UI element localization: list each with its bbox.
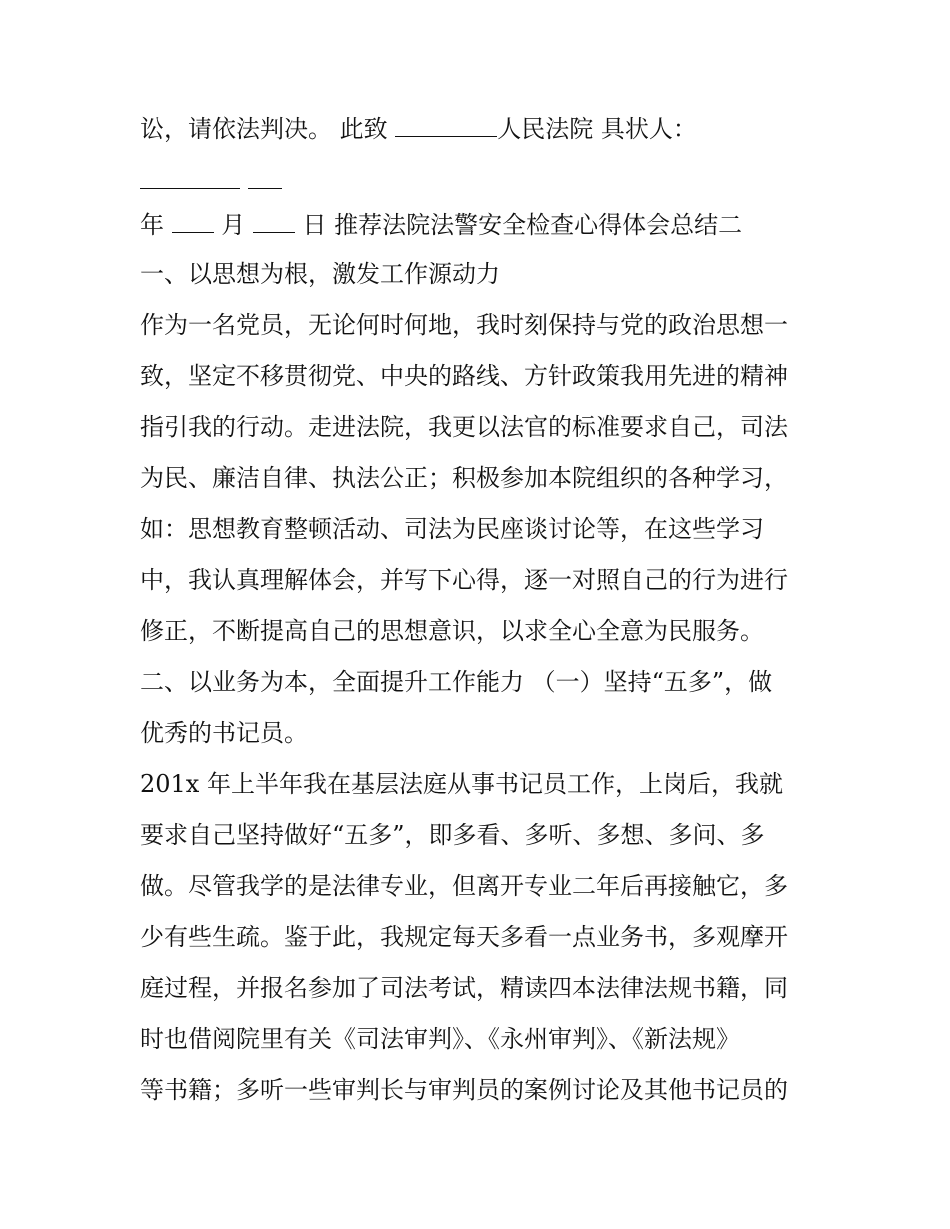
paragraph-two-line: 少有些生疏。鉴于此，我规定每天多看一点业务书，多观摩开 bbox=[140, 923, 788, 951]
closing-line bbox=[140, 114, 697, 144]
day-blank bbox=[253, 212, 295, 233]
paragraph-one-line: 如：思想教育整顿活动、司法为民座谈讨论等，在这些学习 bbox=[140, 515, 764, 543]
document-title: 日 推荐法院法警安全检查心得体会总结二 bbox=[294, 211, 743, 239]
heading-two-line: 二、以业务为本，全面提升工作能力 （一）坚持“五多”，做 bbox=[140, 668, 773, 696]
year-month-blank bbox=[172, 212, 214, 233]
paragraph-two-line: 要求自己坚持做好“五多”，即多看、多听、多想、多问、多 bbox=[140, 821, 765, 849]
heading-two-line: 优秀的书记员。 bbox=[140, 719, 308, 747]
paragraph-one-line: 作为一名党员，无论何时何地，我时刻保持与党的政治思想一 bbox=[140, 311, 788, 339]
paragraph-two-line: 时也借阅院里有关《司法审判》、《永州审判》、《新法规》 bbox=[140, 1025, 740, 1053]
year-label: 年 bbox=[140, 211, 172, 239]
paragraph-one-line: 指引我的行动。走进法院，我更以法官的标准要求自己，司法 bbox=[140, 413, 788, 441]
paragraph-one-line: 中，我认真理解体会，并写下心得，逐一对照自己的行为进行 bbox=[140, 566, 788, 594]
paragraph-two-line: 庭过程，并报名参加了司法考试，精读四本法律法规书籍，同 bbox=[140, 974, 788, 1002]
signature-blank-short bbox=[248, 168, 282, 189]
paragraph-two-line: 201x 年上半年我在基层法庭从事书记员工作，上岗后，我就 bbox=[140, 770, 783, 798]
paragraph-two-line: 等书籍；多听一些审判长与审判员的案例讨论及其他书记员的 bbox=[140, 1076, 788, 1104]
heading-one: 一、以思想为根，激发工作源动力 bbox=[140, 260, 500, 288]
paragraph-one-line: 为民、廉洁自律、执法公正；积极参加本院组织的各种学习， bbox=[140, 464, 788, 492]
date-title-line bbox=[140, 210, 742, 240]
paragraph-two-line: 做。尽管我学的是法律专业，但离开专业二年后再接触它，多 bbox=[140, 872, 788, 900]
paragraph-one-line: 修正，不断提高自己的思想意识，以求全心全意为民服务。 bbox=[140, 617, 764, 645]
court-name-blank bbox=[395, 116, 497, 137]
closing-text: 讼，请依法判决。 此致 bbox=[140, 115, 396, 143]
month-label: 月 bbox=[213, 211, 253, 239]
signature-blank bbox=[140, 168, 240, 189]
signature-line bbox=[140, 166, 282, 196]
paragraph-one-line: 致，坚定不移贯彻党、中央的路线、方针政策我用先进的精神 bbox=[140, 362, 788, 390]
plaintiff-label: 人民法院 具状人： bbox=[497, 115, 697, 143]
